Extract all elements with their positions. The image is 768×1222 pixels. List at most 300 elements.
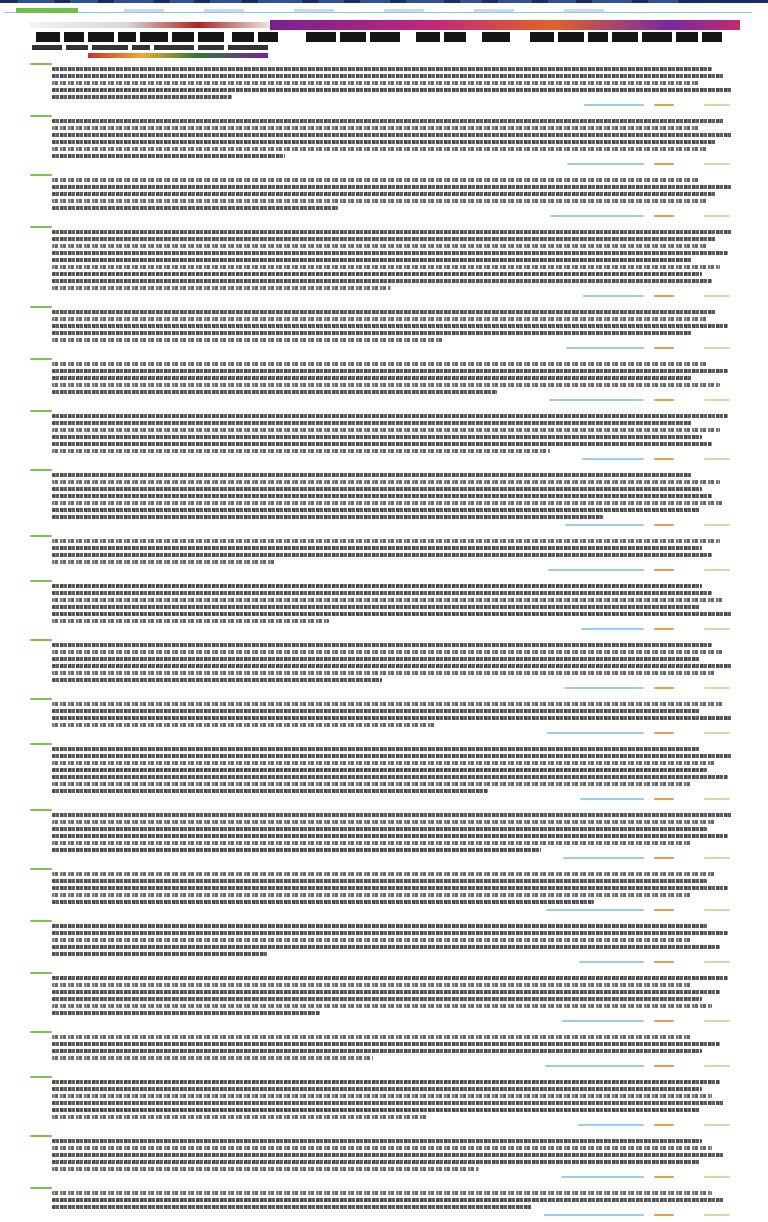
post-author-link[interactable] bbox=[52, 970, 74, 975]
post-context-link[interactable] bbox=[566, 347, 644, 349]
post-text-line bbox=[52, 886, 728, 890]
post-actions bbox=[52, 567, 730, 572]
post-meta bbox=[30, 466, 730, 473]
post-text-line bbox=[52, 1049, 702, 1053]
post-author-link[interactable] bbox=[52, 304, 74, 309]
post-body bbox=[52, 584, 730, 623]
post-text-line bbox=[52, 605, 700, 609]
post-author-link[interactable] bbox=[52, 866, 74, 871]
post-reply-link[interactable] bbox=[704, 628, 730, 630]
post-context-link[interactable] bbox=[563, 857, 644, 859]
post-context-link[interactable] bbox=[548, 569, 644, 571]
thread-post bbox=[30, 636, 730, 690]
post-text-line bbox=[52, 272, 702, 276]
post-permalink[interactable] bbox=[654, 569, 674, 571]
post-actions bbox=[52, 1122, 730, 1127]
post-context-link[interactable] bbox=[565, 524, 644, 526]
post-context-link[interactable] bbox=[545, 1065, 644, 1067]
post-context-link[interactable] bbox=[581, 628, 644, 630]
post-text-line bbox=[52, 678, 382, 682]
post-actions-spacer bbox=[70, 798, 570, 800]
post-text-line bbox=[52, 820, 716, 824]
post-body bbox=[52, 643, 730, 682]
top-nav-item[interactable] bbox=[70, 0, 98, 3]
post-body bbox=[52, 924, 730, 956]
post-text-line bbox=[52, 442, 712, 446]
post-permalink[interactable] bbox=[654, 628, 674, 630]
post-actions bbox=[52, 959, 730, 964]
post-permalink[interactable] bbox=[654, 347, 674, 349]
post-author-marker bbox=[30, 115, 52, 117]
post-author-marker bbox=[30, 868, 52, 870]
post-context-link[interactable] bbox=[550, 215, 644, 217]
post-reply-link[interactable] bbox=[704, 1124, 730, 1126]
post-permalink[interactable] bbox=[654, 798, 674, 800]
post-permalink[interactable] bbox=[654, 857, 674, 859]
post-reply-link[interactable] bbox=[704, 295, 730, 297]
post-author-link[interactable] bbox=[52, 408, 74, 413]
post-text-line bbox=[52, 1205, 532, 1209]
post-text-line bbox=[52, 324, 728, 328]
post-body bbox=[52, 1191, 730, 1209]
post-body bbox=[52, 747, 730, 793]
thread-post-list bbox=[30, 60, 730, 1222]
thread-post bbox=[30, 1184, 730, 1217]
post-context-link[interactable] bbox=[580, 798, 644, 800]
post-body bbox=[52, 1035, 730, 1060]
post-body bbox=[52, 310, 730, 342]
post-text-line bbox=[52, 1108, 700, 1112]
post-reply-link[interactable] bbox=[704, 961, 730, 963]
post-author-marker bbox=[30, 174, 52, 176]
post-body bbox=[52, 813, 730, 852]
post-permalink[interactable] bbox=[654, 909, 674, 911]
post-text-line bbox=[52, 501, 724, 505]
post-reply-link[interactable] bbox=[704, 458, 730, 460]
post-text-line bbox=[52, 390, 497, 394]
post-author-marker bbox=[30, 639, 52, 641]
post-author-marker bbox=[30, 580, 52, 582]
post-meta bbox=[30, 695, 730, 702]
post-text-line bbox=[52, 747, 700, 751]
post-meta bbox=[30, 1184, 730, 1191]
post-context-link[interactable] bbox=[584, 104, 644, 106]
post-meta bbox=[30, 60, 730, 67]
post-author-marker bbox=[30, 469, 52, 471]
top-nav-item[interactable] bbox=[210, 0, 242, 3]
post-text-line bbox=[52, 997, 702, 1001]
post-reply-link[interactable] bbox=[704, 732, 730, 734]
post-meta bbox=[30, 532, 730, 539]
banner-color-swatch bbox=[88, 53, 268, 58]
post-body bbox=[52, 230, 730, 290]
top-nav-item[interactable] bbox=[548, 0, 576, 3]
post-actions bbox=[52, 1063, 730, 1068]
post-text-line bbox=[52, 619, 329, 623]
post-body bbox=[52, 178, 730, 210]
post-author-link[interactable] bbox=[52, 61, 74, 66]
post-actions bbox=[52, 1212, 730, 1217]
thread-post bbox=[30, 223, 730, 298]
post-reply-link[interactable] bbox=[704, 215, 730, 217]
thread-post bbox=[30, 969, 730, 1023]
post-author-marker bbox=[30, 535, 52, 537]
post-meta bbox=[30, 740, 730, 747]
post-reply-link[interactable] bbox=[704, 1065, 730, 1067]
post-permalink[interactable] bbox=[654, 295, 674, 297]
banner-left-band bbox=[30, 22, 270, 28]
post-reply-link[interactable] bbox=[704, 857, 730, 859]
post-meta bbox=[30, 1073, 730, 1080]
post-actions bbox=[52, 796, 730, 801]
post-text-line bbox=[52, 140, 716, 144]
post-reply-link[interactable] bbox=[704, 687, 730, 689]
post-actions-spacer bbox=[70, 215, 540, 217]
top-nav-item[interactable] bbox=[318, 0, 344, 3]
post-meta bbox=[30, 407, 730, 414]
post-text-line bbox=[52, 1080, 720, 1084]
post-actions-spacer bbox=[70, 569, 538, 571]
post-text-line bbox=[52, 414, 728, 418]
post-meta bbox=[30, 355, 730, 362]
post-text-line bbox=[52, 178, 700, 182]
post-text-line bbox=[52, 879, 707, 883]
post-author-link[interactable] bbox=[52, 1133, 74, 1138]
post-permalink[interactable] bbox=[654, 458, 674, 460]
banner-subline bbox=[32, 45, 272, 50]
post-actions bbox=[52, 1018, 730, 1023]
post-text-line bbox=[52, 546, 702, 550]
post-author-marker bbox=[30, 358, 52, 360]
post-author-link[interactable] bbox=[52, 578, 74, 583]
site-logo[interactable] bbox=[16, 8, 78, 13]
post-text-line bbox=[52, 709, 700, 713]
top-nav-item[interactable] bbox=[18, 0, 54, 3]
post-text-line bbox=[52, 265, 720, 269]
post-text-line bbox=[52, 449, 550, 453]
post-text-line bbox=[52, 251, 728, 255]
post-context-link[interactable] bbox=[549, 399, 644, 401]
top-nav-item[interactable] bbox=[460, 0, 482, 3]
post-text-line bbox=[52, 612, 732, 616]
post-author-link[interactable] bbox=[52, 696, 74, 701]
post-text-line bbox=[52, 81, 700, 85]
post-text-line bbox=[52, 1101, 724, 1105]
post-meta bbox=[30, 865, 730, 872]
post-text-line bbox=[52, 813, 732, 817]
post-body bbox=[52, 1139, 730, 1171]
post-reply-link[interactable] bbox=[704, 569, 730, 571]
post-text-line bbox=[52, 428, 720, 432]
post-text-line bbox=[52, 1153, 724, 1157]
post-text-line bbox=[52, 258, 692, 262]
post-body bbox=[52, 539, 730, 564]
post-permalink[interactable] bbox=[654, 1020, 674, 1022]
post-context-link[interactable] bbox=[547, 732, 644, 734]
post-text-line bbox=[52, 1198, 724, 1202]
post-body bbox=[52, 976, 730, 1015]
post-text-line bbox=[52, 67, 712, 71]
post-meta bbox=[30, 112, 730, 119]
top-nav-item[interactable] bbox=[258, 0, 302, 3]
post-author-link[interactable] bbox=[52, 356, 74, 361]
post-reply-link[interactable] bbox=[704, 163, 730, 165]
post-actions-spacer bbox=[70, 1214, 534, 1216]
top-nav-item[interactable] bbox=[170, 0, 194, 3]
post-text-line bbox=[52, 494, 712, 498]
post-reply-link[interactable] bbox=[704, 399, 730, 401]
post-text-line bbox=[52, 1042, 720, 1046]
post-author-link[interactable] bbox=[52, 918, 74, 923]
post-author-marker bbox=[30, 1135, 52, 1137]
post-context-link[interactable] bbox=[579, 961, 644, 963]
post-actions-spacer bbox=[70, 961, 569, 963]
post-meta bbox=[30, 806, 730, 813]
post-author-marker bbox=[30, 809, 52, 811]
post-meta bbox=[30, 917, 730, 924]
banner-right-band bbox=[270, 20, 740, 30]
post-author-marker bbox=[30, 698, 52, 700]
site-tool-link[interactable] bbox=[564, 9, 604, 12]
post-text-line bbox=[52, 383, 720, 387]
post-author-link[interactable] bbox=[52, 637, 74, 642]
post-text-line bbox=[52, 1056, 373, 1060]
post-text-line bbox=[52, 147, 707, 151]
post-author-link[interactable] bbox=[52, 1185, 74, 1190]
post-author-marker bbox=[30, 1076, 52, 1078]
post-text-line bbox=[52, 848, 541, 852]
site-tool-link[interactable] bbox=[474, 9, 514, 12]
post-author-link[interactable] bbox=[52, 1074, 74, 1079]
post-author-marker bbox=[30, 743, 52, 745]
post-actions bbox=[52, 522, 730, 527]
post-text-line bbox=[52, 945, 720, 949]
post-body bbox=[52, 1080, 730, 1119]
post-text-line bbox=[52, 279, 712, 283]
thread-post bbox=[30, 532, 730, 572]
post-actions bbox=[52, 1174, 730, 1179]
site-tool-link[interactable] bbox=[124, 9, 164, 12]
post-actions-spacer bbox=[70, 458, 572, 460]
post-meta bbox=[30, 303, 730, 310]
post-text-line bbox=[52, 1139, 702, 1143]
post-meta bbox=[30, 1028, 730, 1035]
post-text-line bbox=[52, 473, 692, 477]
post-text-line bbox=[52, 119, 724, 123]
post-context-link[interactable] bbox=[546, 909, 644, 911]
post-text-line bbox=[52, 331, 692, 335]
post-meta bbox=[30, 577, 730, 584]
post-text-line bbox=[52, 1146, 712, 1150]
post-reply-link[interactable] bbox=[704, 1020, 730, 1022]
post-text-line bbox=[52, 931, 728, 935]
post-text-line bbox=[52, 671, 716, 675]
post-reply-link[interactable] bbox=[704, 347, 730, 349]
post-meta bbox=[30, 223, 730, 230]
post-text-line bbox=[52, 376, 692, 380]
post-text-line bbox=[52, 716, 732, 720]
post-text-line bbox=[52, 74, 724, 78]
post-author-marker bbox=[30, 972, 52, 974]
post-text-line bbox=[52, 584, 702, 588]
post-reply-link[interactable] bbox=[704, 1176, 730, 1178]
post-permalink[interactable] bbox=[654, 687, 674, 689]
post-actions-spacer bbox=[70, 732, 537, 734]
post-context-link[interactable] bbox=[562, 1020, 644, 1022]
post-meta bbox=[30, 636, 730, 643]
post-body bbox=[52, 362, 730, 394]
post-author-marker bbox=[30, 306, 52, 308]
post-author-marker bbox=[30, 920, 52, 922]
thread-post bbox=[30, 917, 730, 964]
post-text-line bbox=[52, 872, 716, 876]
post-permalink[interactable] bbox=[654, 1065, 674, 1067]
post-text-line bbox=[52, 761, 716, 765]
post-actions-spacer bbox=[70, 1020, 552, 1022]
post-permalink[interactable] bbox=[654, 399, 674, 401]
post-actions bbox=[52, 397, 730, 402]
post-author-link[interactable] bbox=[52, 172, 74, 177]
thread-post bbox=[30, 112, 730, 166]
post-context-link[interactable] bbox=[567, 163, 644, 165]
site-tool-link[interactable] bbox=[294, 9, 334, 12]
thread-post bbox=[30, 695, 730, 735]
thread-post bbox=[30, 1132, 730, 1179]
post-reply-link[interactable] bbox=[704, 104, 730, 106]
post-author-link[interactable] bbox=[52, 467, 74, 472]
top-nav-item[interactable] bbox=[648, 0, 678, 3]
post-meta bbox=[30, 171, 730, 178]
post-text-line bbox=[52, 487, 702, 491]
post-permalink[interactable] bbox=[654, 1176, 674, 1178]
thread-post bbox=[30, 806, 730, 860]
post-author-link[interactable] bbox=[52, 1029, 74, 1034]
post-text-line bbox=[52, 230, 732, 234]
post-actions-spacer bbox=[70, 347, 556, 349]
post-author-link[interactable] bbox=[52, 533, 74, 538]
site-tool-link[interactable] bbox=[384, 9, 424, 12]
post-text-line bbox=[52, 369, 728, 373]
post-reply-link[interactable] bbox=[704, 909, 730, 911]
post-text-line bbox=[52, 1087, 702, 1091]
post-text-line bbox=[52, 657, 700, 661]
post-actions bbox=[52, 685, 730, 690]
post-actions-spacer bbox=[70, 524, 555, 526]
post-text-line bbox=[52, 206, 338, 210]
post-text-line bbox=[52, 154, 285, 158]
post-text-line bbox=[52, 480, 720, 484]
post-actions bbox=[52, 102, 730, 107]
post-author-link[interactable] bbox=[52, 224, 74, 229]
post-author-link[interactable] bbox=[52, 741, 74, 746]
post-context-link[interactable] bbox=[582, 458, 644, 460]
post-text-line bbox=[52, 952, 267, 956]
post-text-line bbox=[52, 539, 720, 543]
post-permalink[interactable] bbox=[654, 104, 674, 106]
post-author-marker bbox=[30, 1031, 52, 1033]
post-text-line bbox=[52, 185, 732, 189]
post-permalink[interactable] bbox=[654, 1214, 674, 1216]
top-nav-item[interactable] bbox=[498, 0, 532, 3]
post-text-line bbox=[52, 775, 728, 779]
post-reply-link[interactable] bbox=[704, 524, 730, 526]
post-text-line bbox=[52, 199, 707, 203]
post-context-link[interactable] bbox=[583, 295, 644, 297]
post-text-line bbox=[52, 702, 724, 706]
post-actions-spacer bbox=[70, 104, 574, 106]
post-text-line bbox=[52, 893, 692, 897]
post-text-line bbox=[52, 754, 732, 758]
post-author-marker bbox=[30, 1187, 52, 1189]
post-actions bbox=[52, 855, 730, 860]
post-author-marker bbox=[30, 63, 52, 65]
post-actions bbox=[52, 730, 730, 735]
post-author-link[interactable] bbox=[52, 113, 74, 118]
thread-post bbox=[30, 303, 730, 350]
post-text-line bbox=[52, 244, 707, 248]
top-nav-item[interactable] bbox=[592, 0, 632, 3]
top-nav-item[interactable] bbox=[114, 0, 154, 3]
post-context-link[interactable] bbox=[561, 1176, 644, 1178]
post-body bbox=[52, 473, 730, 519]
post-permalink[interactable] bbox=[654, 215, 674, 217]
post-body bbox=[52, 119, 730, 158]
site-tool-link[interactable] bbox=[204, 9, 244, 12]
post-permalink[interactable] bbox=[654, 524, 674, 526]
post-text-line bbox=[52, 133, 732, 137]
top-nav-bar bbox=[0, 0, 768, 3]
post-actions-spacer bbox=[70, 295, 573, 297]
post-actions-spacer bbox=[70, 909, 536, 911]
post-text-line bbox=[52, 435, 702, 439]
post-text-line bbox=[52, 560, 276, 564]
post-body bbox=[52, 872, 730, 904]
post-meta bbox=[30, 969, 730, 976]
post-text-line bbox=[52, 924, 707, 928]
post-text-line bbox=[52, 900, 594, 904]
post-reply-link[interactable] bbox=[704, 1214, 730, 1216]
post-text-line bbox=[52, 598, 724, 602]
post-permalink[interactable] bbox=[654, 961, 674, 963]
post-text-line bbox=[52, 1115, 426, 1119]
thread-post bbox=[30, 865, 730, 912]
post-text-line bbox=[52, 723, 435, 727]
post-text-line bbox=[52, 1094, 712, 1098]
post-text-line bbox=[52, 421, 692, 425]
post-context-link[interactable] bbox=[564, 687, 644, 689]
post-author-link[interactable] bbox=[52, 807, 74, 812]
post-permalink[interactable] bbox=[654, 732, 674, 734]
post-context-link[interactable] bbox=[544, 1214, 644, 1216]
post-text-line bbox=[52, 237, 716, 241]
post-actions-spacer bbox=[70, 399, 539, 401]
post-actions-spacer bbox=[70, 163, 557, 165]
post-actions bbox=[52, 213, 730, 218]
post-actions bbox=[52, 907, 730, 912]
thread-post bbox=[30, 171, 730, 218]
post-text-line bbox=[52, 768, 707, 772]
top-nav-item[interactable] bbox=[406, 0, 444, 3]
post-text-line bbox=[52, 990, 720, 994]
post-permalink[interactable] bbox=[654, 163, 674, 165]
post-permalink[interactable] bbox=[654, 1124, 674, 1126]
post-reply-link[interactable] bbox=[704, 798, 730, 800]
post-context-link[interactable] bbox=[578, 1124, 644, 1126]
post-text-line bbox=[52, 938, 692, 942]
top-nav-item[interactable] bbox=[360, 0, 390, 3]
post-text-line bbox=[52, 286, 391, 290]
post-text-line bbox=[52, 983, 692, 987]
